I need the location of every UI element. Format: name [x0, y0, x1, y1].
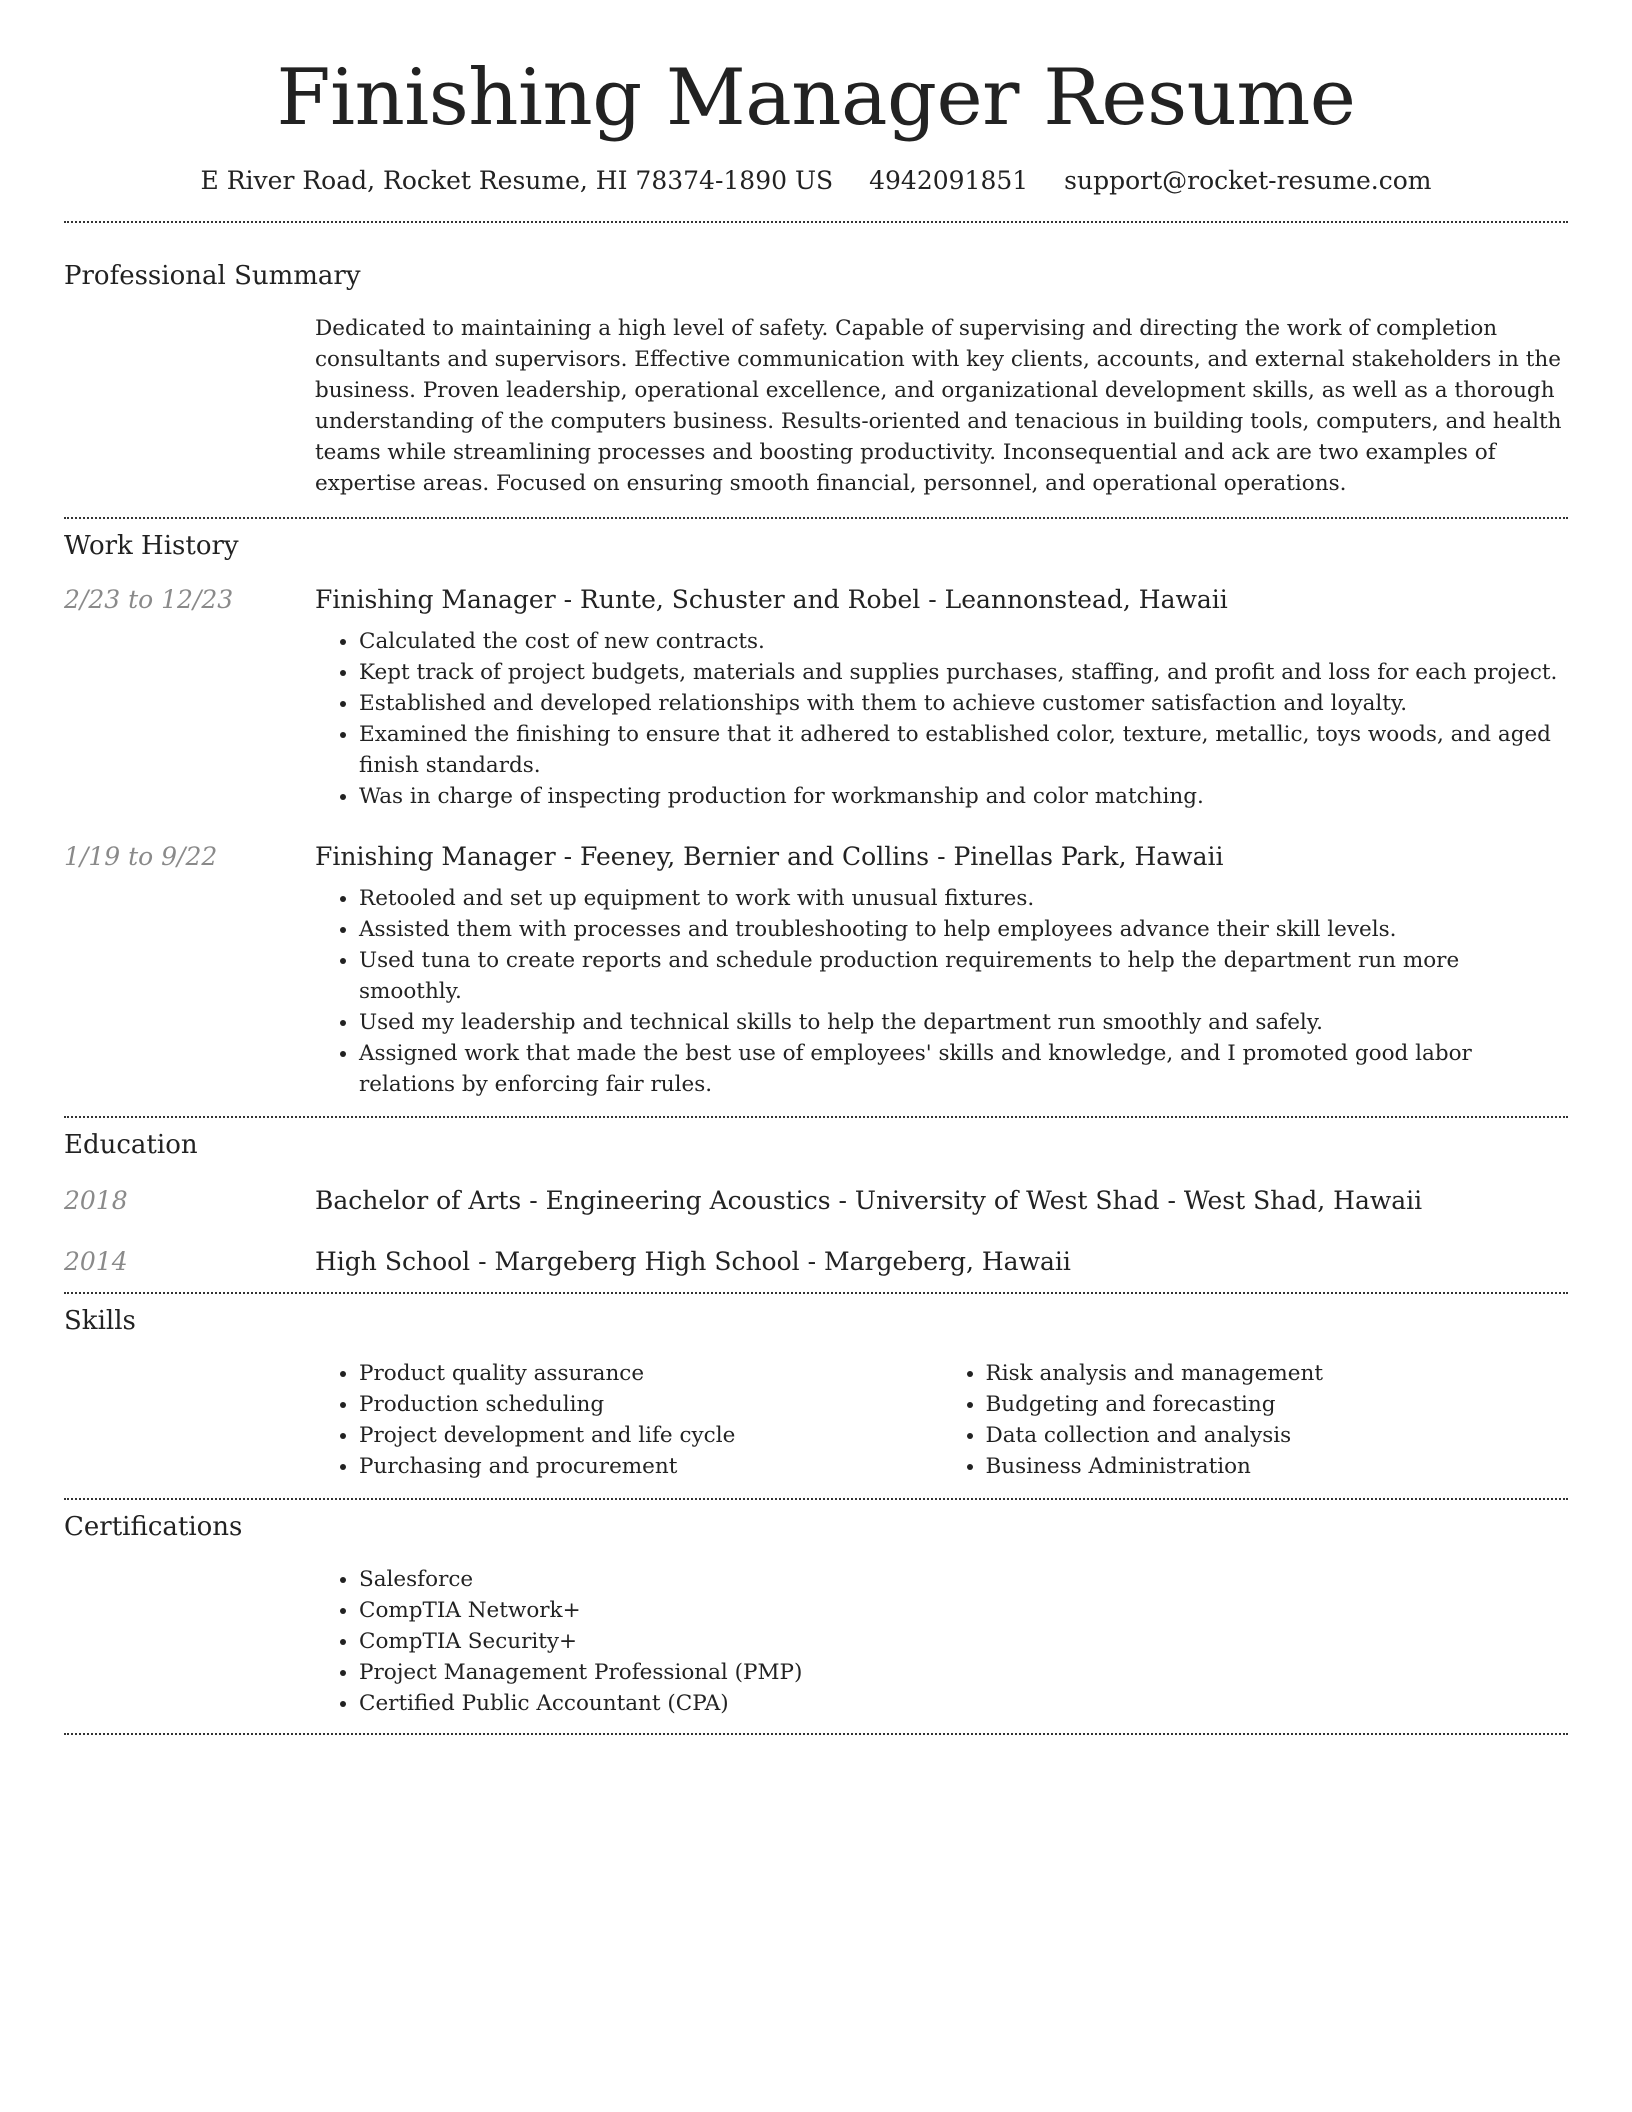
divider: [64, 1292, 1568, 1294]
job-entry: [64, 585, 1568, 812]
summary-text: Dedicated to maintaining a high level of safety. Capable of supervising and directing the work of completion consultants and supervisors. Effective communication with key clients, accounts, and external stakeholders in the business. Proven leadership, operational excellence, and organizational development skills, as well as a thorough understanding of the computers business. Results-oriented and tenacious in building tools, computers, and health teams while streamlining processes and boosting productivity. Inconsequential and ack are two examples of expertise areas. Focused on ensuring smooth financial, personnel, and operational operations.: [315, 315, 1562, 496]
list-item: • CompTIA Network+: [359, 1595, 1568, 1626]
summary-section: [64, 261, 1568, 499]
list-item: • Assigned work that made the best use of employees' skills and knowledge, and I promoted good labor relations by enforcing fair rules.: [359, 1038, 1568, 1100]
job-bullets: [315, 883, 1568, 1100]
list-item: • Certified Public Accountant (CPA): [359, 1688, 1568, 1719]
job-entry: [64, 842, 1568, 1100]
skills-list-left: [315, 1358, 942, 1482]
job-dates: 1/19 to 9/22: [64, 841, 218, 871]
list-item: • Kept track of project budgets, materials and supplies purchases, staffing, and profit and loss for each project.: [359, 657, 1568, 688]
work-history-section: [64, 531, 1568, 1100]
list-item: • Project development and life cycle: [359, 1420, 942, 1451]
contact-phone: 4942091851: [869, 165, 1029, 195]
list-item: • Used my leadership and technical skills to help the department run smoothly and safely.: [359, 1007, 1568, 1038]
list-item: • Project Management Professional (PMP): [359, 1657, 1568, 1688]
job-header: [64, 585, 1568, 614]
list-item: • Business Administration: [986, 1451, 1569, 1482]
section-title-work-history: Work History: [64, 530, 239, 561]
section-title-summary: Professional Summary: [64, 260, 361, 291]
list-item: • Budgeting and forecasting: [986, 1389, 1569, 1420]
education-heading: Bachelor of Arts - Engineering Acoustics - University of West Shad - West Shad, Hawaii: [315, 1185, 1423, 1215]
skills-section: [64, 1306, 1568, 1482]
skills-list-right: [942, 1358, 1569, 1482]
divider: [64, 517, 1568, 519]
contact-email: support@rocket-resume.com: [1064, 165, 1432, 195]
job-heading: Finishing Manager - Feeney, Bernier and Collins - Pinellas Park, Hawaii: [315, 841, 1224, 871]
list-item: • Was in charge of inspecting production for workmanship and color matching.: [359, 781, 1568, 812]
certifications-list: [315, 1564, 1568, 1719]
list-item: • Production scheduling: [359, 1389, 942, 1420]
list-item: • Product quality assurance: [359, 1358, 942, 1389]
list-item: • Examined the finishing to ensure that it adhered to established color, texture, metallic, toys woods, and aged finish standards.: [359, 719, 1568, 781]
education-section: [64, 1130, 1568, 1276]
education-year: 2018: [64, 1185, 128, 1215]
divider: [64, 1498, 1568, 1500]
list-item: • Assisted them with processes and troubleshooting to help employees advance their skill levels.: [359, 914, 1568, 945]
education-entry: [64, 1247, 1568, 1276]
education-heading: High School - Margeberg High School - Margeberg, Hawaii: [315, 1246, 1071, 1276]
list-item: • Data collection and analysis: [986, 1420, 1569, 1451]
education-entry: [64, 1186, 1568, 1215]
job-dates: 2/23 to 12/23: [64, 584, 234, 614]
job-bullets: [315, 626, 1568, 812]
list-item: • CompTIA Security+: [359, 1626, 1568, 1657]
education-year: 2014: [64, 1246, 128, 1276]
list-item: • Calculated the cost of new contracts.: [359, 626, 1568, 657]
page-title: Finishing Manager Resume: [276, 53, 1356, 143]
divider: [64, 1733, 1568, 1735]
list-item: • Retooled and set up equipment to work with unusual fixtures.: [359, 883, 1568, 914]
skills-columns: [315, 1358, 1568, 1482]
divider: [64, 221, 1568, 223]
job-heading: Finishing Manager - Runte, Schuster and Robel - Leannonstead, Hawaii: [315, 584, 1228, 614]
list-item: • Risk analysis and management: [986, 1358, 1569, 1389]
list-item: • Established and developed relationships with them to achieve customer satisfaction and loyalty.: [359, 688, 1568, 719]
job-header: [64, 842, 1568, 871]
certifications-section: [64, 1512, 1568, 1719]
list-item: • Purchasing and procurement: [359, 1451, 942, 1482]
resume-page: [64, 0, 1568, 1735]
list-item: • Used tuna to create reports and schedule production requirements to help the department run more smoothly.: [359, 945, 1568, 1007]
contact-address: E River Road, Rocket Resume, HI 78374-1890 US: [200, 165, 834, 195]
list-item: • Salesforce: [359, 1564, 1568, 1595]
section-title-education: Education: [64, 1129, 198, 1160]
section-title-certifications: Certifications: [64, 1511, 243, 1542]
contact-line: [64, 166, 1568, 195]
section-title-skills: Skills: [64, 1305, 136, 1336]
divider: [64, 1116, 1568, 1118]
